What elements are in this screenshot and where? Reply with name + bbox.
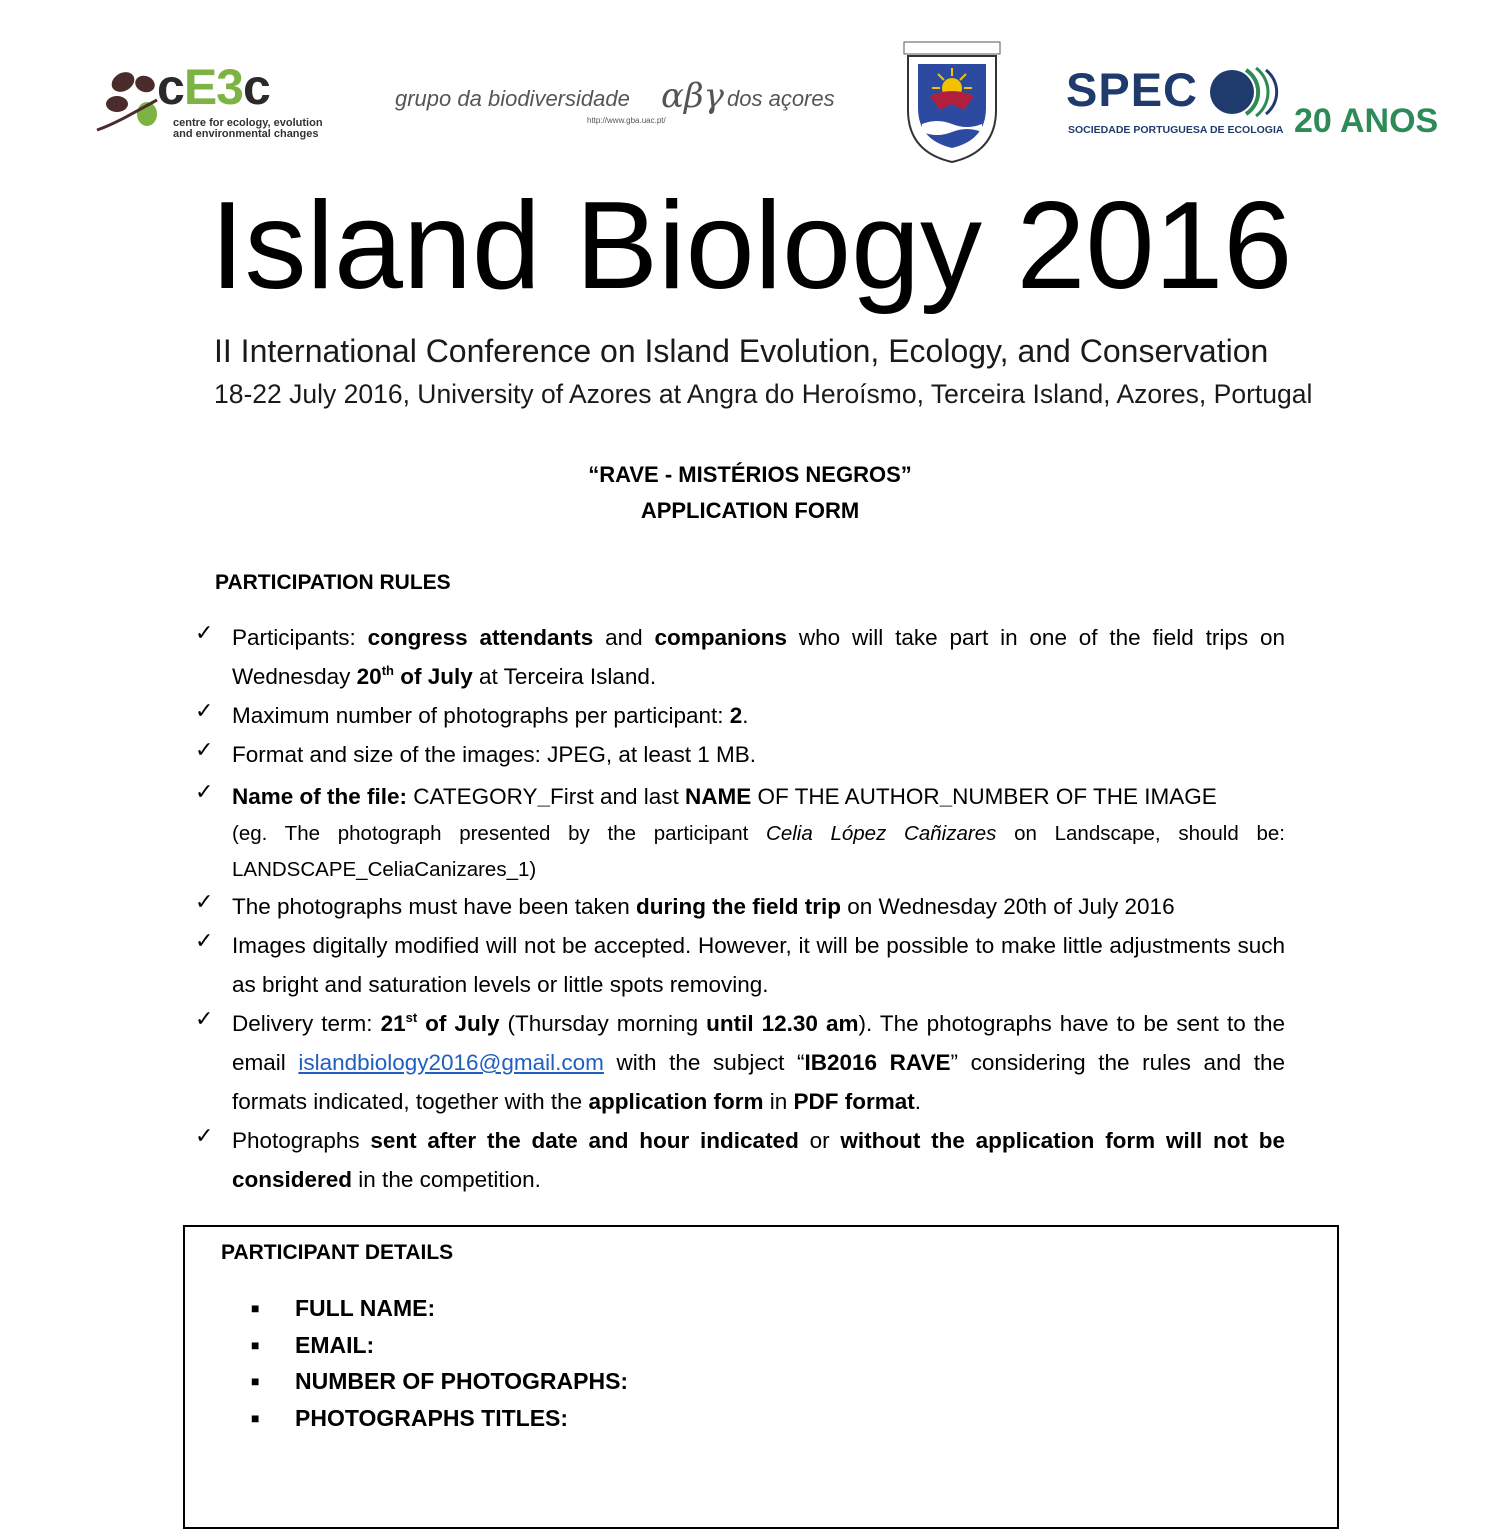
speco-wordmark: SPEC: [1066, 63, 1198, 116]
checkmark-icon: ✓: [195, 1123, 214, 1148]
ce3c-tagline-1: centre for ecology, evolution: [173, 117, 323, 129]
page-title: Island Biology 2016: [210, 177, 1293, 315]
square-bullet-icon: ■: [251, 1300, 260, 1316]
rule-max-photos: Maximum number of photographs per participant: 2.: [232, 703, 749, 728]
speco-subtitle: SOCIEDADE PORTUGUESA DE ECOLOGIA: [1068, 124, 1284, 136]
rule-file-name-example: (eg. The photograph presented by the participant Celia López Cañizares on Landscape, should be: LANDSCAPE_CeliaCanizares_1): [232, 822, 1285, 881]
gba-text-before: grupo da biodiversidade: [395, 86, 630, 111]
form-title-application: APPLICATION FORM: [640, 498, 860, 523]
ce3c-logo: [95, 59, 365, 142]
rule-modifications: Images digitally modified will not be accepted. However, it will be possible to make little adjustments such as bright and saturation levels or little spots removing.: [232, 933, 1285, 997]
participant-details-box: [183, 1225, 1339, 1529]
photographs-titles-field[interactable]: ■ PHOTOGRAPHS TITLES:: [251, 1405, 569, 1431]
gba-symbol: αβγ: [661, 76, 724, 116]
gba-url: http://www.gba.uac.pt/: [587, 116, 666, 125]
checkmark-icon: ✓: [195, 737, 214, 762]
checkmark-icon: ✓: [195, 928, 214, 953]
rule-participants: Participants: congress attendants and companions who will take part in one of the field trips on Wednesday 20th of July at Terceira Island.: [232, 625, 1286, 689]
speco-anniversary: 20 ANOS: [1294, 102, 1439, 140]
uac-seal: [898, 40, 1006, 164]
rule-file-name: Name of the file: CATEGORY_First and last NAME OF THE AUTHOR_NUMBER OF THE IMAGE: [232, 784, 1217, 809]
email-link[interactable]: islandbiology2016@gmail.com: [298, 1050, 604, 1075]
form-title-contest: “RAVE - MISTÉRIOS NEGROS”: [588, 462, 912, 487]
speco-circle-icon: [1206, 64, 1286, 120]
conference-subtitle: II International Conference on Island Evolution, Ecology, and Conservation: [214, 333, 1269, 369]
rule-format: Format and size of the images: JPEG, at least 1 MB.: [232, 742, 756, 767]
participant-details-heading: PARTICIPANT DETAILS: [221, 1241, 454, 1264]
checkmark-icon: ✓: [195, 1006, 214, 1031]
ce3c-tagline-2: and environmental changes: [173, 128, 319, 140]
rule-delivery: Delivery term: 21st of July (Thursday morning until 12.30 am). The photographs have to be sent to the email islandbiology2016@gmail.com with the subject “IB2016 RAVE” considering the rules and the formats indicated, together with the application form in PDF format.: [232, 1010, 1286, 1114]
rule-late-submissions: Photographs sent after the date and hour indicated or without the application form will not be considered in the competition.: [232, 1128, 1286, 1192]
gba-logo: [395, 76, 845, 132]
square-bullet-icon: ■: [251, 1410, 260, 1426]
full-name-field[interactable]: ■ FULL NAME:: [251, 1295, 436, 1321]
rule-field-trip: The photographs must have been taken during the field trip on Wednesday 20th of July 2016: [232, 894, 1175, 919]
square-bullet-icon: ■: [251, 1373, 260, 1389]
ce3c-leaf-icon: [95, 64, 165, 140]
number-of-photographs-field[interactable]: ■ NUMBER OF PHOTOGRAPHS:: [251, 1368, 629, 1394]
checkmark-icon: ✓: [195, 620, 214, 645]
participation-rules-heading: PARTICIPATION RULES: [215, 571, 451, 594]
checkmark-icon: ✓: [195, 698, 214, 723]
ce3c-wordmark: cE3c: [157, 59, 270, 115]
conference-dates-location: 18-22 July 2016, University of Azores at Angra do Heroísmo, Terceira Island, Azores, Portugal: [214, 379, 1313, 409]
checkmark-icon: ✓: [195, 889, 214, 914]
speco-logo: [1066, 63, 1466, 146]
gba-text-after: dos açores: [727, 86, 835, 111]
email-field[interactable]: ■ EMAIL:: [251, 1332, 375, 1358]
university-seal-icon: [898, 40, 1006, 164]
checkmark-icon: ✓: [195, 779, 214, 804]
square-bullet-icon: ■: [251, 1337, 260, 1353]
